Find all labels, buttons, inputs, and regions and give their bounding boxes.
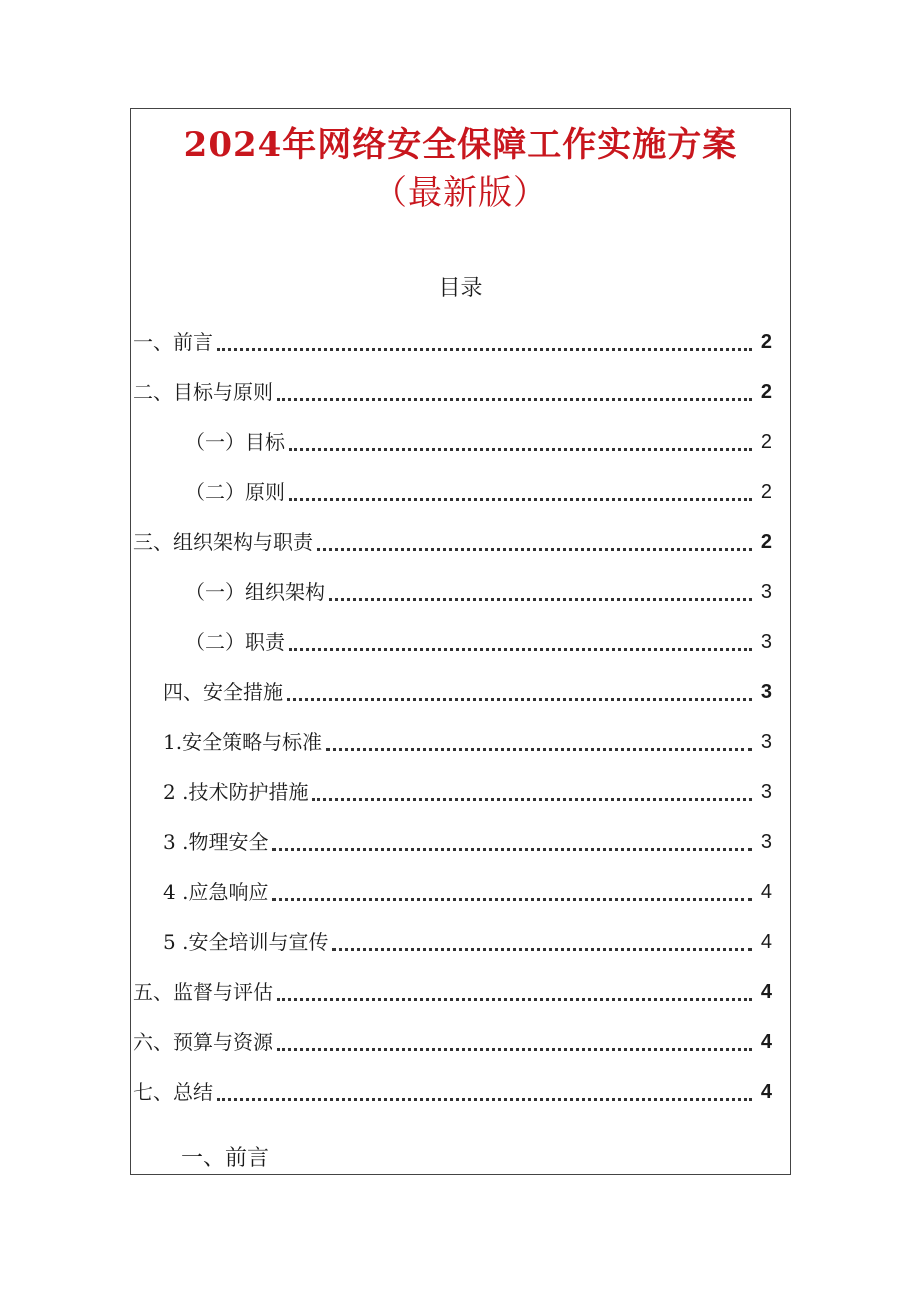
- section-heading: 一、前言: [181, 1146, 270, 1171]
- toc-leader-dots: [272, 882, 752, 901]
- toc-leader-dots: [217, 1082, 752, 1101]
- toc-entry-page: 2: [760, 481, 772, 503]
- toc-entry-page: 3: [760, 831, 772, 853]
- toc-entry[interactable]: [133, 475, 772, 505]
- toc-entry[interactable]: [133, 675, 772, 705]
- toc-entry-page: 2: [760, 381, 772, 403]
- toc-entry-label: 四、安全措施: [163, 680, 283, 704]
- toc-entry[interactable]: [133, 875, 772, 905]
- toc-entry-label: （一）组织架构: [185, 580, 325, 604]
- toc-entry[interactable]: [133, 975, 772, 1005]
- toc-entry[interactable]: [133, 625, 772, 655]
- toc-leader-dots: [289, 632, 752, 651]
- toc-entry-label: 5 .安全培训与宣传: [163, 930, 329, 954]
- toc-leader-dots: [289, 482, 752, 501]
- toc-entry[interactable]: [133, 1025, 772, 1055]
- toc-leader-dots: [277, 382, 752, 401]
- toc-leader-dots: [332, 932, 752, 951]
- toc-entry-label: （二）职责: [185, 630, 285, 654]
- toc-entry-page: 4: [760, 1031, 772, 1053]
- toc-entry[interactable]: [133, 325, 772, 355]
- toc-entry-label: 3 .物理安全: [163, 830, 269, 854]
- toc-entry-page: 3: [760, 631, 772, 653]
- toc-entry-label: 二、目标与原则: [133, 380, 273, 404]
- toc-entry-page: 4: [760, 931, 772, 953]
- toc-entry[interactable]: [133, 925, 772, 955]
- toc-leader-dots: [289, 432, 752, 451]
- toc-entry-label: （一）目标: [185, 430, 285, 454]
- toc-entry-page: 4: [760, 1081, 772, 1103]
- document-frame: [130, 108, 791, 1175]
- toc-entry[interactable]: [133, 1075, 772, 1105]
- toc-entry-label: 一、前言: [133, 330, 213, 354]
- toc-leader-dots: [272, 832, 752, 851]
- toc-entry[interactable]: [133, 775, 772, 805]
- toc-leader-dots: [317, 532, 752, 551]
- toc-entry[interactable]: [133, 375, 772, 405]
- toc-entry-label: 2 .技术防护措施: [163, 780, 309, 804]
- toc-leader-dots: [287, 682, 752, 701]
- toc-leader-dots: [277, 982, 752, 1001]
- toc-entry[interactable]: [133, 825, 772, 855]
- toc-entry-page: 2: [760, 531, 772, 553]
- toc-leader-dots: [217, 332, 752, 351]
- toc-entry[interactable]: [133, 575, 772, 605]
- toc-entry[interactable]: [133, 725, 772, 755]
- toc-entry-label: 4 .应急响应: [163, 880, 269, 904]
- document-subtitle: （最新版）: [373, 173, 548, 213]
- toc-entry-page: 3: [760, 581, 772, 603]
- toc-entry[interactable]: [133, 425, 772, 455]
- document-title: 2024年网络安全保障工作实施方案: [183, 125, 738, 165]
- toc-entry-label: 六、预算与资源: [133, 1030, 273, 1054]
- toc-entry-page: 2: [760, 331, 772, 353]
- toc-leader-dots: [312, 782, 752, 801]
- toc-entry-page: 2: [760, 431, 772, 453]
- toc-entry-page: 3: [760, 781, 772, 803]
- toc-entry-page: 4: [760, 981, 772, 1003]
- toc-entry[interactable]: [133, 525, 772, 555]
- toc-entry-label: 七、总结: [133, 1080, 213, 1104]
- toc-entry-label: 三、组织架构与职责: [133, 530, 313, 554]
- toc-entry-label: 1.安全策略与标准: [163, 730, 323, 754]
- toc-leader-dots: [277, 1032, 752, 1051]
- toc-leader-dots: [329, 582, 752, 601]
- toc-entry-page: 3: [760, 681, 772, 703]
- toc-leader-dots: [326, 732, 752, 751]
- toc-entry-label: 五、监督与评估: [133, 980, 273, 1004]
- toc-entry-page: 4: [760, 881, 772, 903]
- toc-entry-page: 3: [760, 731, 772, 753]
- toc-heading: 目录: [438, 276, 483, 301]
- toc-entry-label: （二）原则: [185, 480, 285, 504]
